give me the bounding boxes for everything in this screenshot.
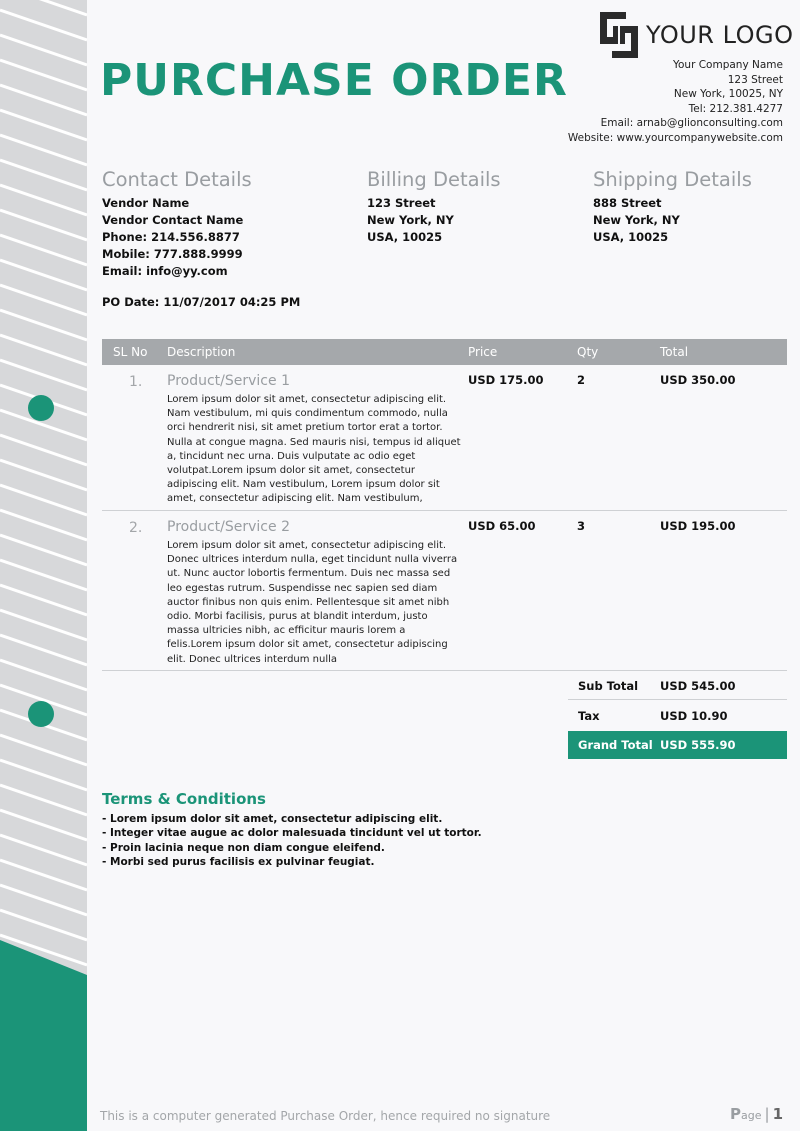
logo (600, 12, 794, 58)
company-email: Email: arnab@glionconsulting.com (600, 117, 783, 130)
terms-item: - Integer vitae augue ac dolor malesuada tincidunt vel ut tortor. (102, 827, 482, 840)
vendor-contact: Vendor Contact Name (102, 213, 244, 227)
subtotal-value: USD 545.00 (660, 678, 736, 693)
grand-total-label: Grand Total (578, 738, 653, 752)
grand-total-row (568, 731, 787, 759)
header-total: Total (660, 345, 689, 359)
vendor-name: Vendor Name (102, 196, 190, 210)
header-qty: Qty (577, 345, 599, 359)
row-qty: 2 (577, 373, 586, 387)
row-sl: 2. (129, 520, 143, 536)
table-row (102, 365, 787, 511)
row-description (167, 519, 468, 670)
footer-note: This is a computer generated Purchase Order, hence required no signature (100, 1109, 551, 1123)
page-num: 1 (772, 1105, 783, 1123)
page-label-p: P (730, 1105, 741, 1123)
header-description: Description (167, 345, 236, 359)
product-name: Product/Service 1 (167, 373, 290, 389)
tax-row (568, 702, 787, 730)
company-tel: Tel: 212.381.4277 (688, 102, 783, 115)
page-number (730, 1105, 783, 1123)
table-row (102, 511, 787, 671)
terms-heading: Terms & Conditions (102, 790, 266, 808)
terms-list (102, 812, 482, 870)
tax-label: Tax (578, 709, 600, 723)
page-label-age: age (741, 1109, 762, 1122)
table-header (102, 339, 787, 365)
header-sl: SL No (113, 345, 148, 359)
shipping-heading: Shipping Details (593, 168, 752, 191)
terms-section (102, 790, 482, 870)
stripe-pattern (0, 0, 87, 1131)
product-description: Lorem ipsum dolor sit amet, consectetur adipiscing elit. Nam vestibulum, mi quis condimentum commodo, nulla orci hendrerit nisi, sit amet pretium tortor erat a tortor. Nulla at congue magna. Sed mauris nisi, tempus id aliquet a, tincidunt nec urna. Duis vulputate ac odio eget volutpat.Lorem ipsum dolor sit amet, consectetur adipiscing elit. Nam vestibulum, Lorem ipsum dolor sit amet, consectetur adipiscing elit. Nam vestibulum, (167, 394, 461, 505)
page-separator: | (764, 1105, 770, 1123)
decorative-dot-bottom (28, 701, 54, 727)
product-name: Product/Service 2 (167, 519, 290, 535)
billing-city: New York, NY (367, 213, 454, 227)
row-sl: 1. (129, 374, 143, 390)
header-price: Price (468, 345, 498, 359)
terms-item: - Morbi sed purus facilisis ex pulvinar feugiat. (102, 856, 375, 869)
contact-phone: Phone: 214.556.8877 (102, 230, 240, 244)
shipping-city: New York, NY (593, 213, 680, 227)
product-description: Lorem ipsum dolor sit amet, consectetur adipiscing elit. Donec ultrices interdum nulla, eget tincidunt nulla viverra ut. Nunc auctor lobortis fermentum. Duis nec massa sed leo egestas rutrum. Suspendisse nec sapien sed diam auctor finibus non quis enim. Pellentesque sit amet nibh odio. Morbi facilisis, purus at blandit interdum, justo massa ultricies nibh, ac efficitur mauris lorem a felis.Lorem ipsum dolor sit amet, consectetur adipiscing elit. Donec ultrices interdum nulla (167, 540, 458, 665)
po-date: PO Date: 11/07/2017 04:25 PM (102, 295, 301, 309)
company-website: Website: www.yourcompanywebsite.com (567, 131, 783, 144)
terms-item: - Proin lacinia neque non diam congue eleifend. (102, 841, 385, 854)
grand-total-value: USD 555.90 (660, 738, 736, 752)
billing-details (367, 168, 501, 246)
shipping-country: USA, 10025 (593, 230, 669, 244)
row-total: USD 350.00 (660, 373, 736, 387)
billing-street: 123 Street (367, 196, 436, 210)
row-price: USD 65.00 (468, 519, 536, 533)
tax-value: USD 10.90 (660, 709, 728, 723)
billing-heading: Billing Details (367, 168, 501, 191)
company-address (568, 58, 783, 146)
logo-text: YOUR LOGO (646, 21, 794, 49)
shipping-street: 888 Street (593, 196, 662, 210)
company-street: 123 Street (727, 73, 783, 86)
subtotal-row (568, 672, 787, 700)
billing-country: USA, 10025 (367, 230, 443, 244)
logo-mark-icon (600, 12, 638, 58)
subtotal-label: Sub Total (578, 678, 639, 693)
contact-mobile: Mobile: 777.888.9999 (102, 247, 243, 261)
company-city: New York, 10025, NY (673, 88, 783, 101)
contact-heading: Contact Details (102, 168, 252, 191)
row-description (167, 373, 468, 510)
row-price: USD 175.00 (468, 373, 544, 387)
shipping-details (593, 168, 752, 246)
contact-email: Email: info@yy.com (102, 264, 228, 278)
page-title: PURCHASE ORDER (100, 55, 568, 106)
decorative-dot-top (28, 395, 54, 421)
sidebar-decoration (0, 0, 87, 1131)
contact-details (102, 168, 252, 280)
terms-item: - Lorem ipsum dolor sit amet, consectetur adipiscing elit. (102, 813, 443, 825)
row-total: USD 195.00 (660, 519, 736, 533)
company-name: Your Company Name (672, 59, 783, 71)
row-qty: 3 (577, 519, 586, 533)
items-table (102, 339, 787, 671)
